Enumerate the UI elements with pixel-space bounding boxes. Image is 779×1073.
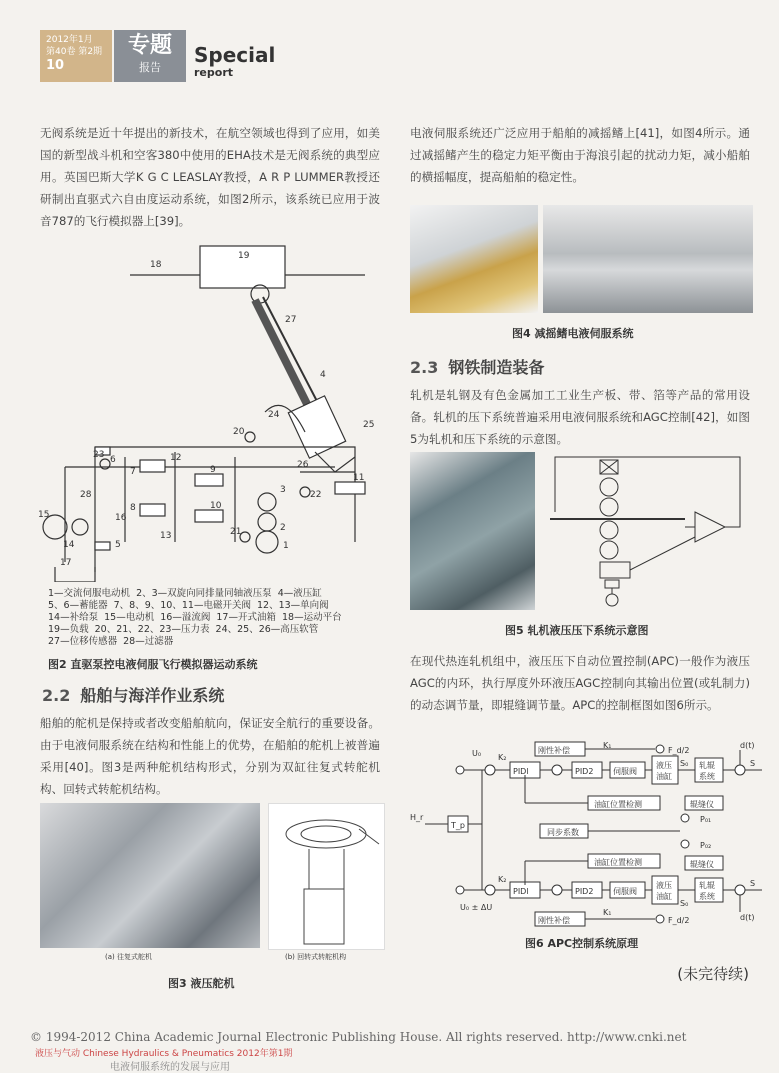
fig6-rigid-comp-top: 刚性补偿 — [538, 746, 570, 755]
fig2-label-15: 15 — [38, 510, 50, 520]
fig6-k1-top: K₁ — [603, 741, 612, 750]
fig2-label-1: 1 — [283, 541, 289, 551]
figure-5a-photo — [410, 452, 535, 610]
to-be-continued: (未完待续) — [677, 965, 749, 983]
fig6-k2-top: K₂ — [498, 753, 507, 762]
page-header — [40, 30, 300, 82]
figure-2-caption: 图2 直驱泵控电液伺服飞行模拟器运动系统 — [48, 658, 258, 671]
figure-6-block-diagram — [410, 740, 765, 930]
figure-2-legend: 1—交流伺服电动机 2、3—双旋向同排量同轴液压泵 4—液压缸 5、6—蓄能器 7、8、9、10、11—电磁开关阀 12、13—单向阀 14—补给泵 15—电动机 16—溢流阀 17—开式油箱 18—运动平台 19—负载 20、21、22、23—压力表 24、25、26—高压软管 27—位移传感器 28—过滤器 — [48, 588, 342, 647]
fig2-label-22: 22 — [310, 490, 322, 500]
fig2-label-27: 27 — [285, 315, 297, 325]
fig2-label-11: 11 — [353, 473, 365, 483]
figure-5-caption: 图5 轧机液压压下系统示意图 — [505, 624, 649, 637]
fig2-label-7: 7 — [130, 467, 136, 477]
fig6-s0-top: S₀ — [680, 759, 689, 768]
figure-5-schematic — [545, 452, 755, 612]
fig6-pid2-top: PID2 — [575, 767, 594, 776]
fig6-k1-bottom: K₁ — [603, 908, 612, 917]
fig2-label-10: 10 — [210, 501, 222, 511]
issue-number: 第40卷 第2期 — [46, 47, 103, 57]
fig2-label-12: 12 — [170, 453, 182, 463]
fig2-label-25: 25 — [363, 420, 375, 430]
fig6-cyl1-bottom: 液压 — [656, 881, 672, 890]
fig2-label-16: 16 — [115, 513, 127, 523]
column-en-title: Special — [194, 43, 276, 67]
right-paragraph-2: 轧机是轧钢及有色金属加工工业生产板、带、箔等产品的常用设备。轧机的压下系统普遍采用电液伺服系统和AGC控制[42]，如图5为轧机和压下系统的示意图。 — [410, 388, 750, 446]
fig2-label-8: 8 — [130, 503, 136, 513]
footer-copyright: © 1994-2012 China Academic Journal Electronic Publishing House. All rights reserved. http://www.cnki.net — [30, 1030, 687, 1044]
section-2-2-title: 船舶与海洋作业系统 — [80, 686, 225, 705]
issue-block — [40, 30, 112, 82]
fig6-pid1-bottom: PIDl — [513, 887, 529, 896]
figure-3b-subcaption: (b) 回转式转舵机构 — [285, 953, 347, 961]
figure-4b-photo — [543, 205, 753, 313]
right-paragraph-1: 电液伺服系统还广泛应用于船舶的减摇鳍上[41]，如图4所示。通过减摇鳍产生的稳定力矩平衡由于海浪引起的扰动力矩，减小船舶的横摇幅度，提高船舶的稳定性。 — [410, 126, 750, 184]
fig2-label-2: 2 — [280, 523, 286, 533]
section-2-2-heading — [42, 683, 224, 706]
fig2-label-6: 6 — [110, 455, 116, 465]
column-en — [194, 44, 275, 79]
fig6-position-top: 油缸位置检测 — [594, 800, 642, 809]
fig6-s0-bottom: S₀ — [680, 899, 689, 908]
column-en-subtitle: report — [194, 66, 233, 79]
fig6-gauge-top: 辊缝仪 — [690, 800, 714, 809]
figure-6-caption: 图6 APC控制系统原理 — [525, 937, 639, 950]
page-number: 10 — [46, 58, 65, 73]
left-paragraph-1: 无阀系统是近十年提出的新技术，在航空领域也得到了应用，如美国的新型战斗机和空客380中使用的EHA技术是无阀系统的典型应用。英国巴斯大学K G C LEASLAY教授，A R P LUMMER教授还研制出直驱式六自由度运动系统，如图2所示，该系统已应用于波音787的飞行模拟器上[39]。 — [40, 126, 380, 228]
fig2-label-5: 5 — [115, 540, 121, 550]
figure-2-diagram — [35, 242, 390, 582]
fig6-position-bottom: 油缸位置检测 — [594, 858, 642, 867]
fig6-hr: H_r — [410, 813, 424, 822]
column-subtitle: 报告 — [139, 61, 161, 74]
column-title: 专题 — [127, 32, 172, 58]
issue-date: 2012年1月 — [46, 35, 93, 45]
fig6-pid1-top: PIDl — [513, 767, 529, 776]
fig2-label-17: 17 — [60, 558, 72, 568]
section-2-3-title: 钢铁制造装备 — [448, 358, 545, 377]
footer-journal: 液压与气动 Chinese Hydraulics & Pneumatics 2012年第1期 — [35, 1049, 293, 1059]
figure-3a-photo — [40, 803, 260, 948]
fig6-u0-delta: U₀ ± ΔU — [460, 903, 493, 912]
figure-3a-subcaption: (a) 往复式舵机 — [105, 953, 152, 961]
fig2-label-13: 13 — [160, 531, 172, 541]
fig6-servo-top: 伺服阀 — [613, 767, 637, 776]
fig6-s-top: S — [750, 759, 756, 768]
fig6-fd-bottom: F_d/2 — [668, 916, 690, 925]
right-paragraph-3: 在现代热连轧机组中，液压压下自动位置控制(APC)一般作为液压AGC的内环，执行厚度外环液压AGC控制向其输出位置(或轧制力)的动态调节量，即辊缝调节量。APC的控制框图如图6所示。 — [410, 654, 750, 712]
fig6-servo-bottom: 伺服阀 — [613, 887, 637, 896]
fig6-mill1-bottom: 轧辊 — [699, 881, 715, 890]
fig2-label-4: 4 — [320, 370, 326, 380]
column-badge — [114, 30, 186, 82]
fig2-label-3: 3 — [280, 485, 286, 495]
section-2-3-heading — [410, 355, 544, 378]
fig2-label-24: 24 — [268, 410, 280, 420]
figure-4-caption: 图4 减摇鳍电液伺服系统 — [512, 327, 634, 340]
fig6-fd-top: F_d/2 — [668, 746, 690, 755]
fig6-cyl2-top: 油缸 — [656, 772, 672, 781]
section-2-2-number: 2.2 — [42, 686, 71, 705]
left-paragraph-2: 船舶的舵机是保持或者改变船舶航向，保证安全航行的重要设备。由于电液伺服系统在结构和性能上的优势，在船舶的舵机上被普遍采用[40]。图3是两种舵机结构形式，分别为双缸往复式转舵机构、回转式转舵机结构。 — [40, 716, 380, 796]
fig6-cyl1-top: 液压 — [656, 761, 672, 770]
figure-3-caption: 图3 液压舵机 — [168, 977, 235, 990]
fig2-label-19: 19 — [238, 251, 250, 261]
figure-4a-photo — [410, 205, 538, 313]
fig6-p02: P₀₂ — [700, 841, 712, 850]
fig6-tp: T_p — [451, 821, 465, 830]
fig6-cyl2-bottom: 油缸 — [656, 892, 672, 901]
fig6-sync: 同步系数 — [547, 828, 579, 837]
fig6-mill2-top: 系统 — [699, 772, 715, 781]
figure-3b-drawing — [268, 803, 385, 950]
footer-running-title: 电液伺服系统的发展与应用 — [110, 1062, 230, 1073]
fig2-label-21: 21 — [230, 527, 242, 537]
fig6-pid2-bottom: PID2 — [575, 887, 594, 896]
fig6-p01: P₀₁ — [700, 815, 712, 824]
fig6-gauge-bottom: 辊缝仪 — [690, 860, 714, 869]
fig6-k2-bottom: K₂ — [498, 875, 507, 884]
fig6-dt-top: d(t) — [740, 741, 755, 750]
fig6-u0: U₀ — [472, 749, 482, 758]
fig2-label-20: 20 — [233, 427, 245, 437]
fig6-dt-bottom: d(t) — [740, 913, 755, 922]
fig2-label-23: 23 — [93, 450, 105, 460]
fig2-label-14: 14 — [63, 540, 75, 550]
fig2-label-28: 28 — [80, 490, 92, 500]
fig6-mill2-bottom: 系统 — [699, 892, 715, 901]
fig6-s-bottom: S — [750, 879, 756, 888]
fig2-label-18: 18 — [150, 260, 162, 270]
fig2-label-26: 26 — [297, 460, 309, 470]
fig6-rigid-comp-bottom: 刚性补偿 — [538, 916, 570, 925]
fig6-mill1-top: 轧辊 — [699, 761, 715, 770]
fig2-label-9: 9 — [210, 465, 216, 475]
section-2-3-number: 2.3 — [410, 358, 439, 377]
